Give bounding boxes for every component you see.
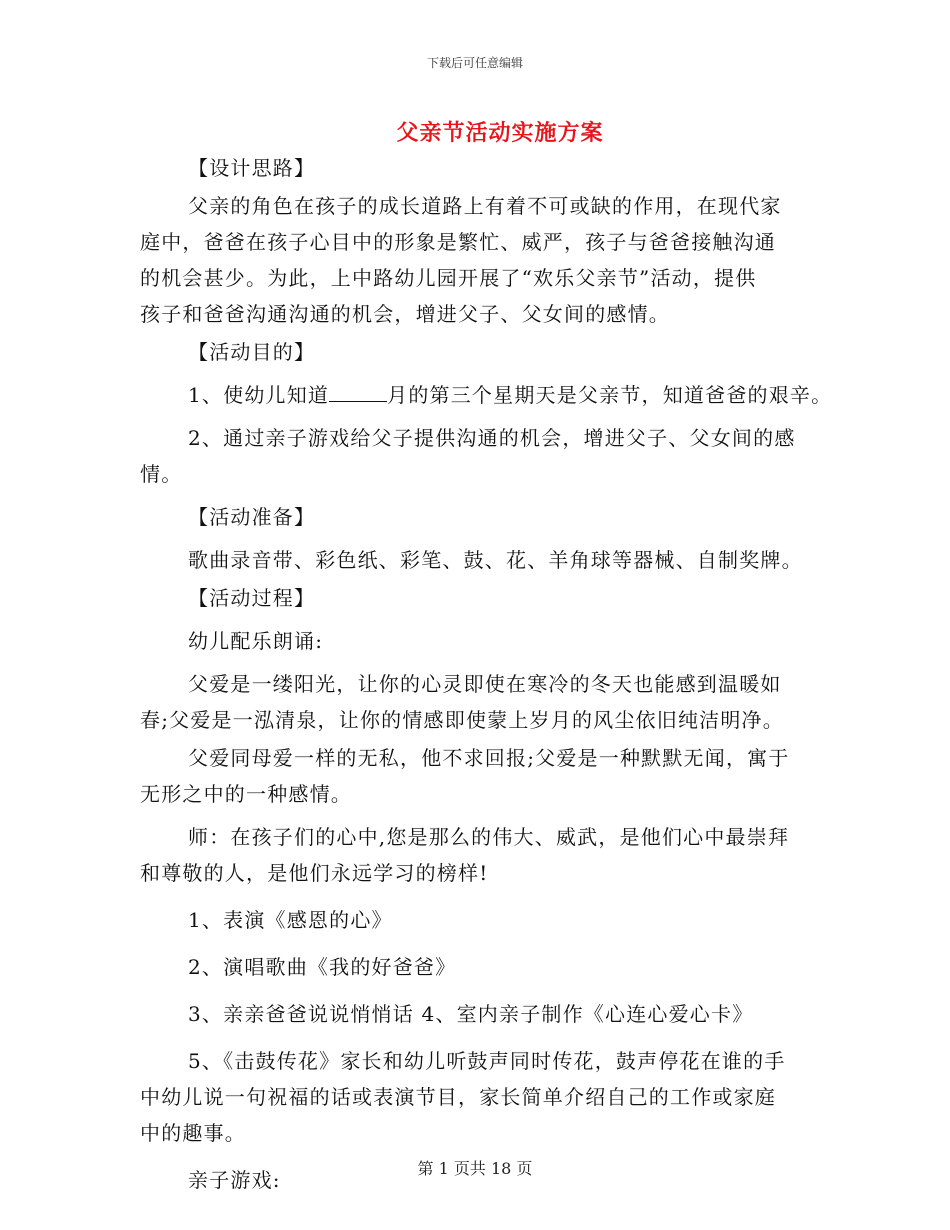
goal-item-1-suffix: 月的第三个星期天是父亲节，知道爸爸的艰辛。 [387,383,833,407]
section-heading-process: 【活动过程】 [188,586,316,610]
paragraph-line: 中幼儿说一句祝福的话或表演节目，家长简单介绍自己的工作或家庭 [140,1085,776,1109]
paragraph-line: 的机会甚少。为此，上中路幼儿园开展了“欢乐父亲节”活动，提供 [140,266,757,290]
paragraph-line: 情。 [140,462,183,486]
paragraph-line: 父爱同母爱一样的无私，他不求回报;父爱是一种默默无闻，寓于 [188,746,790,770]
paragraph-line: 歌曲录音带、彩色纸、彩笔、鼓、花、羊角球等器械、自制奖牌。 [188,548,803,572]
paragraph-line: 无形之中的一种感情。 [140,782,352,806]
document-title: 父亲节活动实施方案 [396,120,604,146]
paragraph-line: 庭中，爸爸在孩子心目中的形象是繁忙、威严，孩子与爸爸接触沟通 [140,230,776,254]
goal-item-1 [140,377,833,413]
paragraph-line: 父爱是一缕阳光，让你的心灵即使在寒冷的冬天也能感到温暖如 [188,672,782,696]
header-note: 下载后可任意编辑 [426,56,523,70]
section-heading-design: 【设计思路】 [188,156,316,180]
section-heading-preparation: 【活动准备】 [188,505,316,529]
paragraph-line: 孩子和爸爸沟通沟通的机会，增进父子、父女间的感情。 [140,302,670,326]
page-footer: 第 1 页共 18 页 [417,1159,533,1178]
paragraph-line: 师：在孩子们的心中,您是那么的伟大、威武，是他们心中最崇拜 [188,825,790,849]
goal-item-1-prefix: 1、使幼儿知道 [188,383,330,407]
paragraph-line: 幼儿配乐朗诵: [188,629,324,653]
document-body [140,150,833,1198]
paragraph-line: 春;父爱是一泓清泉，让你的情感即使蒙上岁月的风尘依旧纯洁明净。 [140,708,784,732]
process-item-5: 5、《击鼓传花》家长和幼儿听鼓声同时传花，鼓声停花在谁的手 [188,1049,786,1073]
paragraph-line: 中的趣事。 [140,1121,246,1145]
paragraph-line: 亲子游戏: [188,1168,281,1192]
process-item-1: 1、表演《感恩的心》 [188,908,393,932]
fill-in-blank [329,383,387,402]
process-item-3-4: 3、亲亲爸爸说说悄悄话 4、室内亲子制作《心连心爱心卡》 [188,1002,754,1026]
section-heading-goals: 【活动目的】 [188,340,316,364]
paragraph-line: 父亲的角色在孩子的成长道路上有着不可或缺的作用，在现代家 [188,194,782,218]
goal-item-2: 2、通过亲子游戏给父子提供沟通的机会，增进父子、父女间的感 [188,426,796,450]
process-item-2: 2、演唱歌曲《我的好爸爸》 [188,955,457,979]
paragraph-line: 和尊敬的人，是他们永远学习的榜样! [140,861,489,885]
